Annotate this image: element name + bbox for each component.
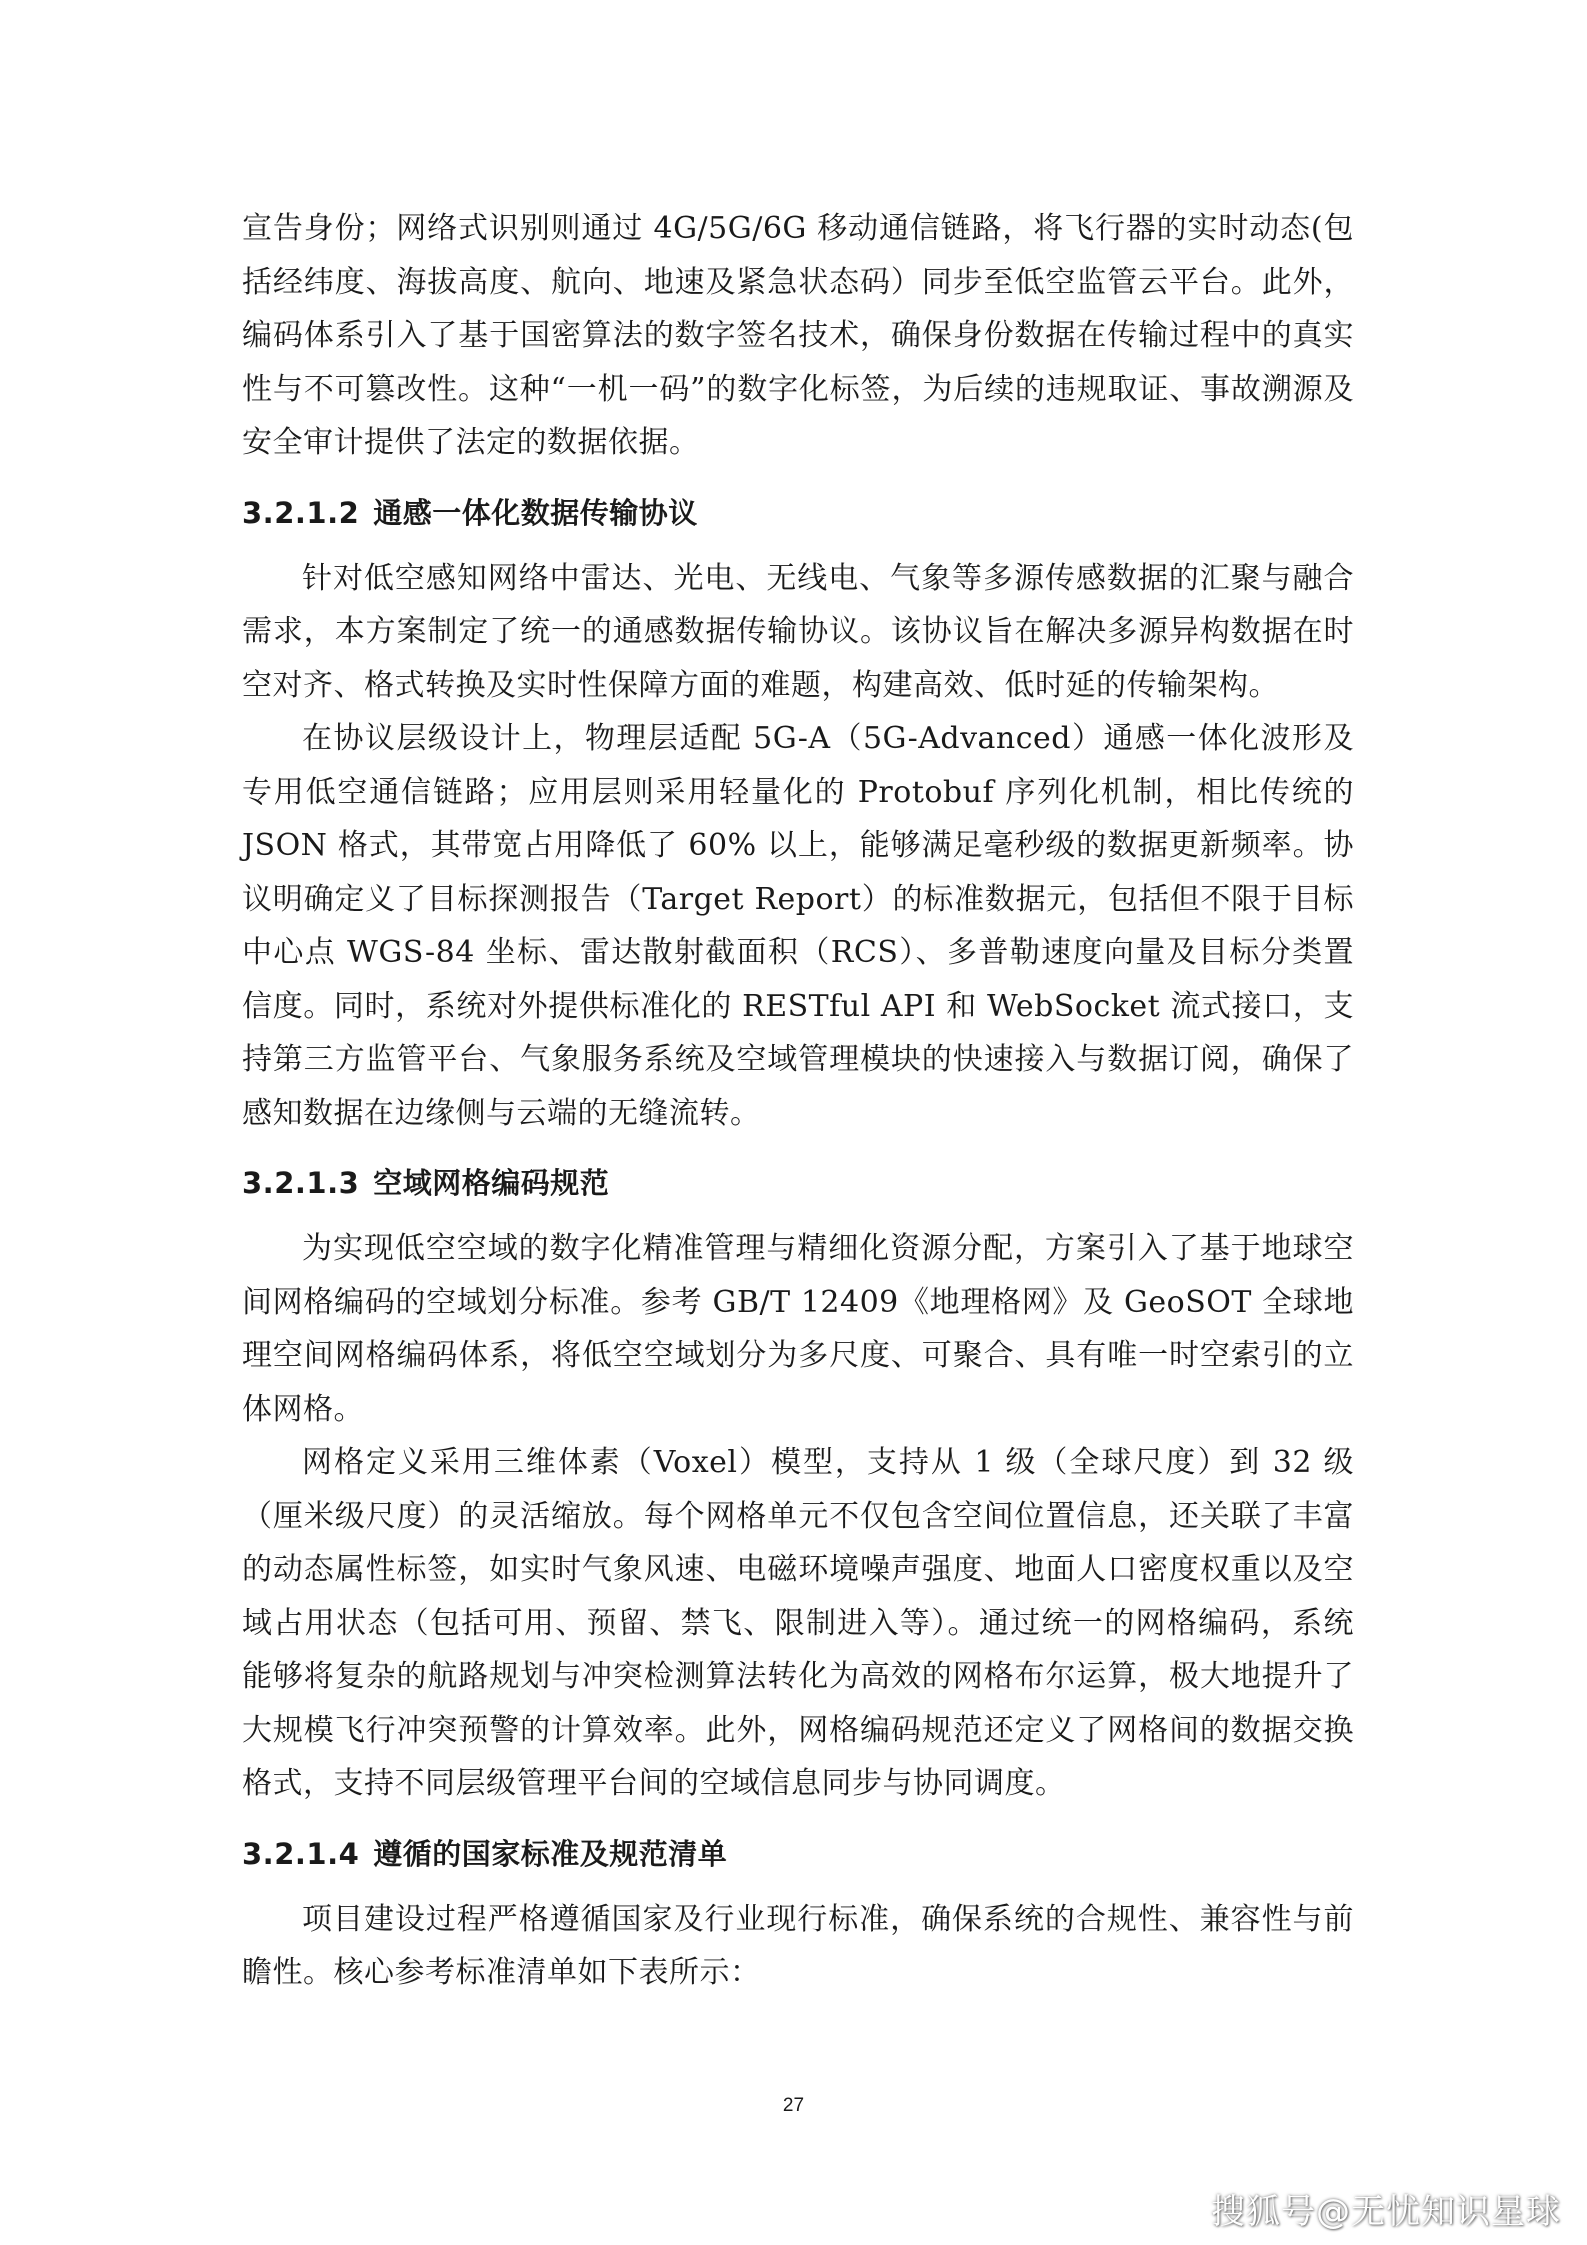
paragraph-continuation: 宣告身份；网络式识别则通过 4G/5G/6G 移动通信链路，将飞行器的实时动态(包括经纬度、海拔高度、航向、地速及紧急状态码）同步至低空监管云平台。此外，编码体系引入了基于国密算法的数字签名技术，确保身份数据在传输过程中的真实性与不可篡改性。这种“一机一码”的数字化标签，为后续的违规取证、事故溯源及安全审计提供了法定的数据依据。 bbox=[242, 211, 1354, 460]
section-number: 3.2.1.3 bbox=[242, 1166, 360, 1200]
section-heading-3-2-1-2 bbox=[242, 488, 1354, 538]
section-title: 空域网格编码规范 bbox=[373, 1166, 610, 1200]
section-title: 通感一体化数据传输协议 bbox=[373, 495, 698, 530]
section-heading-3-2-1-3 bbox=[242, 1158, 1354, 1208]
source-watermark: 搜狐号@无忧知识星球 bbox=[1211, 2192, 1561, 2232]
section-heading-3-2-1-4 bbox=[242, 1829, 1354, 1879]
document-body bbox=[242, 202, 1354, 2000]
paragraph: 在协议层级设计上，物理层适配 5G-A（5G-Advanced）通感一体化波形及专用低空通信链路；应用层则采用轻量化的 Protobuf 序列化机制，相比传统的JSON 格式，其带宽占用降低了 60% 以上，能够满足毫秒级的数据更新频率。协议明确定义了目标探测报告（Target Report）的标准数据元，包括但不限于目标中心点 WGS-84 坐标、雷达散射截面积（RCS）、多普勒速度向量及目标分类置信度。同时，系统对外提供标准化的 RESTful API 和 WebSocket 流式接口，支持第三方监管平台、气象服务系统及空域管理模块的快速接入与数据订阅，确保了感知数据在边缘侧与云端的无缝流转。 bbox=[242, 721, 1354, 1131]
section-title: 遵循的国家标准及规范清单 bbox=[373, 1836, 728, 1871]
paragraph: 为实现低空空域的数字化精准管理与精细化资源分配，方案引入了基于地球空间网格编码的空域划分标准。参考 GB/T 12409《地理格网》及 GeoSOT 全球地理空间网格编码体系，将低空空域划分为多尺度、可聚合、具有唯一时空索引的立体网格。 bbox=[242, 1231, 1354, 1427]
paragraph: 针对低空感知网络中雷达、光电、无线电、气象等多源传感数据的汇聚与融合需求，本方案制定了统一的通感数据传输协议。该协议旨在解决多源异构数据在时空对齐、格式转换及实时性保障方面的难题，构建高效、低时延的传输架构。 bbox=[242, 560, 1354, 703]
section-number: 3.2.1.4 bbox=[242, 1836, 360, 1871]
paragraph: 网格定义采用三维体素（Voxel）模型，支持从 1 级（全球尺度）到 32 级（厘米级尺度）的灵活缩放。每个网格单元不仅包含空间位置信息，还关联了丰富的动态属性标签，如实时气象风速、电磁环境噪声强度、地面人口密度权重以及空域占用状态（包括可用、预留、禁飞、限制进入等）。通过统一的网格编码，系统能够将复杂的航路规划与冲突检测算法转化为高效的网格布尔运算，极大地提升了大规模飞行冲突预警的计算效率。此外，网格编码规范还定义了网格间的数据交换格式，支持不同层级管理平台间的空域信息同步与协同调度。 bbox=[242, 1445, 1354, 1801]
page-number: 27 bbox=[782, 2095, 805, 2116]
section-number: 3.2.1.2 bbox=[242, 495, 360, 530]
paragraph: 项目建设过程严格遵循国家及行业现行标准，确保系统的合规性、兼容性与前瞻性。核心参考标准清单如下表所示： bbox=[242, 1901, 1354, 1990]
